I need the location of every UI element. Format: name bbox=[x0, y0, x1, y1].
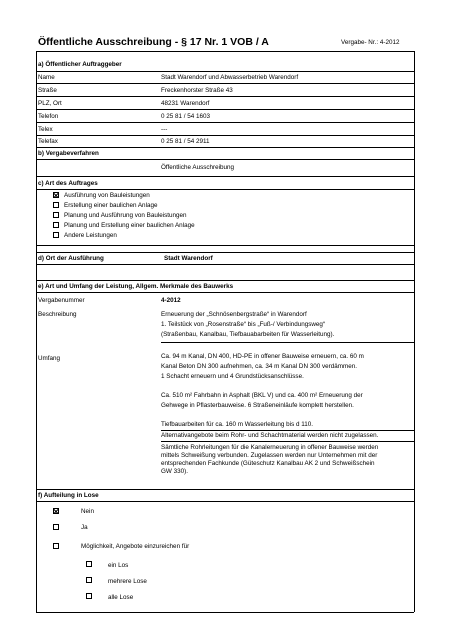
checkbox-moeglichkeit[interactable] bbox=[53, 543, 59, 549]
vergabe-nr: Vergabe- Nr.: 4-2012 bbox=[341, 39, 400, 46]
frame-right bbox=[414, 51, 415, 612]
divider bbox=[36, 96, 414, 97]
checkbox-mehrere-lose[interactable] bbox=[86, 577, 92, 583]
beschreibung-line: Erneuerung der „Schnösenbergstraße“ in Warendorf bbox=[161, 311, 307, 318]
umfang-line: 1 Schacht erneuern und 4 Grundstücksanschlüsse. bbox=[161, 373, 304, 380]
option-label: Ja bbox=[81, 524, 88, 531]
divider bbox=[36, 147, 414, 148]
divider bbox=[36, 292, 414, 293]
divider bbox=[36, 280, 414, 281]
divider bbox=[36, 71, 414, 72]
umfang-line: Kanal Beton DN 300 aufnehmen, ca. 34 m Kanal DN 300 verdämmen. bbox=[161, 363, 358, 370]
section-d-heading: d) Ort der Ausführung bbox=[38, 255, 104, 262]
divider bbox=[36, 264, 414, 265]
divider bbox=[36, 501, 414, 502]
sub-option-label: alle Lose bbox=[108, 594, 134, 601]
hinweis-line: entsprechenden Fachkunde (Güteschutz Kanalbau AK 2 und Schweißschein bbox=[161, 460, 375, 467]
divider bbox=[36, 109, 414, 110]
field-label: Telex bbox=[38, 126, 53, 133]
checkbox-nein[interactable] bbox=[53, 508, 59, 514]
checkbox-planung-ausfuehrung[interactable] bbox=[53, 212, 59, 218]
option-label: Nein bbox=[81, 508, 94, 515]
sub-option-label: ein Los bbox=[108, 562, 129, 569]
vergabenummer-label: Vergabenummer bbox=[38, 297, 85, 304]
hinweis-line: GW 330). bbox=[161, 468, 188, 475]
checkbox-planung-erstellung[interactable] bbox=[53, 222, 59, 228]
divider bbox=[36, 612, 414, 613]
section-b-heading: b) Vergabeverfahren bbox=[38, 150, 99, 157]
umfang-label: Umfang bbox=[38, 355, 61, 362]
field-value: Freckenhorster Straße 43 bbox=[161, 87, 233, 94]
divider bbox=[161, 441, 414, 442]
beschreibung-label: Beschreibung bbox=[38, 311, 77, 318]
option-label: Andere Leistungen bbox=[64, 232, 117, 239]
page-title: Öffentliche Ausschreibung - § 17 Nr. 1 VOB / A bbox=[38, 36, 269, 48]
option-label: Ausführung von Bauleistungen bbox=[64, 192, 150, 199]
checkbox-ein-los[interactable] bbox=[86, 561, 92, 567]
sub-option-label: mehrere Lose bbox=[108, 578, 147, 585]
divider bbox=[36, 83, 414, 84]
vergabeverfahren-value: Öffentliche Ausschreibung bbox=[161, 164, 235, 171]
field-label: Name bbox=[38, 74, 55, 81]
field-label: Telefon bbox=[38, 113, 59, 120]
umfang-line: Ca. 510 m² Fahrbahn in Asphalt (BKL V) und ca. 400 m² Erneuerung der bbox=[161, 392, 363, 399]
divider bbox=[36, 122, 414, 123]
checkbox-ausfuehrung[interactable] bbox=[53, 192, 59, 198]
beschreibung-line: (Straßenbau, Kanalbau, Tiefbauabarbeiten für Wasserleitung). bbox=[161, 331, 335, 338]
divider bbox=[36, 245, 414, 246]
divider bbox=[36, 135, 414, 136]
divider bbox=[36, 189, 414, 190]
vergabenummer-value: 4-2012 bbox=[161, 297, 181, 304]
option-label: Planung und Ausführung von Bauleistungen bbox=[64, 212, 187, 219]
divider bbox=[36, 159, 414, 160]
checkbox-ja[interactable] bbox=[53, 524, 59, 530]
divider bbox=[36, 252, 414, 253]
umfang-line: Tiefbauarbeiten für ca. 160 m Wasserleitung bis d 110. bbox=[161, 421, 314, 428]
divider bbox=[36, 489, 414, 490]
section-e-heading: e) Art und Umfang der Leistung, Allgem. Merkmale des Bauwerks bbox=[38, 283, 234, 290]
ort-value: Stadt Warendorf bbox=[164, 255, 213, 262]
divider bbox=[36, 51, 414, 52]
option-label: Möglichkeit, Angebote einzureichen für bbox=[81, 543, 190, 550]
checkbox-alle-lose[interactable] bbox=[86, 593, 92, 599]
field-value: --- bbox=[161, 126, 168, 133]
field-label: Telefax bbox=[38, 138, 58, 145]
checkbox-erstellung[interactable] bbox=[53, 202, 59, 208]
section-a-heading: a) Öffentlicher Auftraggeber bbox=[38, 61, 122, 68]
hinweis-line: mittels Schweißung verbunden. Zugelassen werden nur Unternehmen mit der bbox=[161, 452, 378, 459]
field-label: Straße bbox=[38, 87, 57, 94]
umfang-line: Ca. 94 m Kanal, DN 400, HD-PE in offener Bauweise erneuern, ca. 60 m bbox=[161, 353, 364, 360]
field-label: PLZ, Ort bbox=[38, 100, 62, 107]
field-value: 0 25 81 / 54 1603 bbox=[161, 113, 211, 120]
checkbox-andere[interactable] bbox=[53, 232, 59, 238]
field-value: 0 25 81 / 54 2911 bbox=[161, 138, 210, 145]
option-label: Planung und Erstellung einer baulichen Anlage bbox=[64, 222, 195, 229]
divider bbox=[161, 430, 414, 431]
section-c-heading: c) Art des Auftrages bbox=[38, 180, 98, 187]
field-value: 48231 Warendorf bbox=[161, 100, 210, 107]
section-f-heading: f) Aufteilung in Lose bbox=[38, 492, 99, 499]
umfang-line: Gehwege in Pflasterbauweise. 6 Straßeneinläufe komplett herstellen. bbox=[161, 402, 354, 409]
beschreibung-line: 1. Teilstück von „Rosenstraße“ bis „Fuß-/ Verbindungsweg“ bbox=[161, 321, 326, 328]
field-value: Stadt Warendorf und Abwasserbetrieb Warendorf bbox=[161, 74, 299, 81]
option-label: Erstellung einer baulichen Anlage bbox=[64, 202, 158, 209]
divider bbox=[161, 342, 414, 343]
hinweis-line: Sämtliche Rohrleitungen für die Kanalerneuerung in offener Bauweise werden bbox=[161, 444, 379, 451]
divider bbox=[36, 176, 414, 177]
alternativangebote-note: Alternativangebote beim Rohr- und Schachtmaterial werden nicht zugelassen. bbox=[161, 432, 379, 439]
